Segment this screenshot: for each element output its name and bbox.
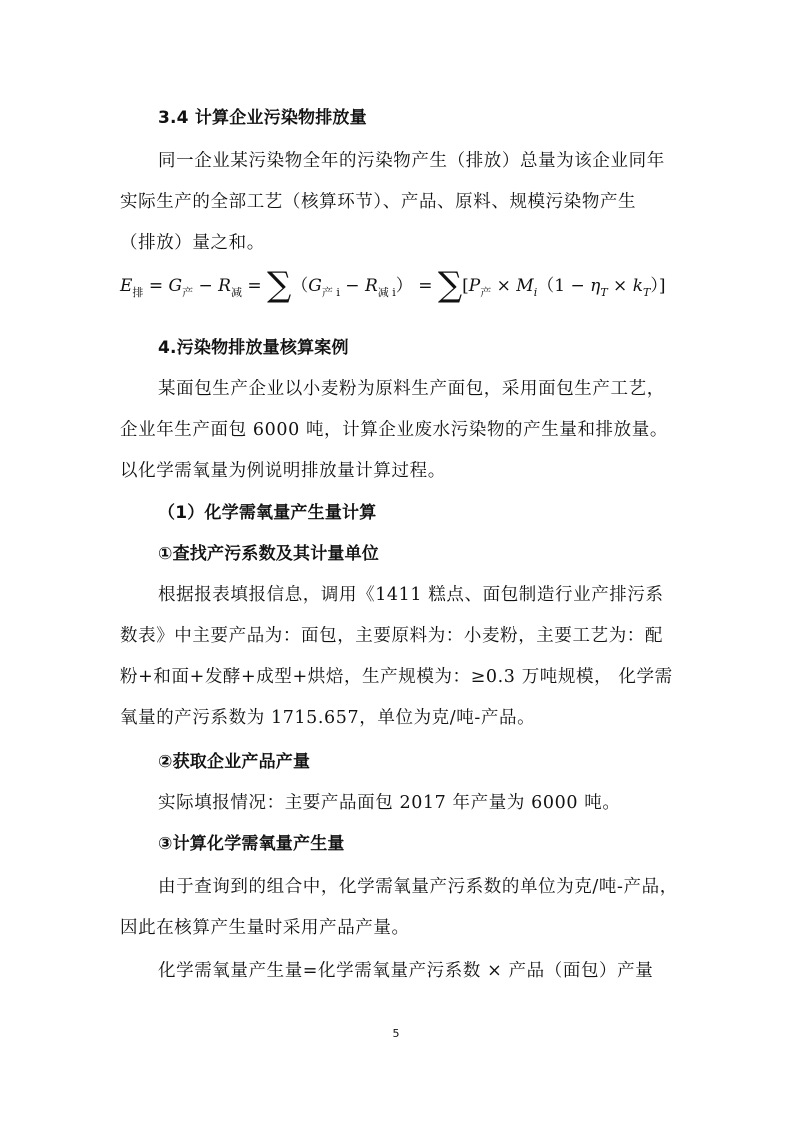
step-heading-2: ②获取企业产品产量 <box>158 752 311 772</box>
sum-symbol: ∑ <box>267 265 292 305</box>
paragraph-line: 同一企业某污染物全年的污染物产生（排放）总量为该企业同年 <box>158 151 665 171</box>
paragraph-line: 粉+和面+发酵+成型+烘焙，生产规模为：≥0.3 万吨规模， 化学需 <box>120 667 673 687</box>
paragraph-line: 实际填报情况：主要产品面包 2017 年产量为 6000 吨。 <box>158 793 621 813</box>
subsection-heading-1: （1）化学需氧量产生量计算 <box>158 503 377 523</box>
section-heading-4: 4.污染物排放量核算案例 <box>158 338 349 358</box>
paragraph-line: 某面包生产企业以小麦粉为原料生产面包，采用面包生产工艺， <box>158 379 665 399</box>
step-heading-3: ③计算化学需氧量产生量 <box>158 834 345 854</box>
paragraph-line: 氧量的产污系数为 1715.657，单位为克/吨-产品。 <box>120 708 536 728</box>
paragraph-line: 实际生产的全部工艺（核算环节）、产品、原料、规模污染物产生 <box>120 192 637 212</box>
paragraph-line: （排放）量之和。 <box>120 233 265 253</box>
paragraph-line: 根据报表填报信息，调用《1411 糕点、面包制造行业产排污系 <box>158 585 664 605</box>
paragraph-line: 企业年生产面包 6000 吨，计算企业废水污染物的产生量和排放量。 <box>120 420 668 440</box>
paragraph-line: 因此在核算产生量时采用产品产量。 <box>120 918 410 938</box>
paragraph-line: 数表》中主要产品为：面包，主要原料为：小麦粉，主要工艺为：配 <box>120 626 663 646</box>
sum-symbol: ∑ <box>437 265 463 305</box>
paragraph-line: 以化学需氧量为例说明排放量计算过程。 <box>120 461 446 481</box>
paragraph-line: 由于查询到的组合中，化学需氧量产污系数的单位为克/吨-产品， <box>158 877 678 897</box>
step-heading-1: ①查找产污系数及其计量单位 <box>158 544 379 564</box>
section-heading-3-4: 3.4 计算企业污染物排放量 <box>158 108 367 128</box>
emission-formula: $E_排 = G_产 - R_减 = \sum(G_{产 i} - R_{减 i}) = \sum[P_产 \times M_i(1 - \eta_T \times k_T)]$ <box>120 265 666 305</box>
page-number: 5 <box>392 1027 400 1040</box>
paragraph-line: 化学需氧量产生量=化学需氧量产污系数 × 产品（面包）产量 <box>158 961 654 981</box>
